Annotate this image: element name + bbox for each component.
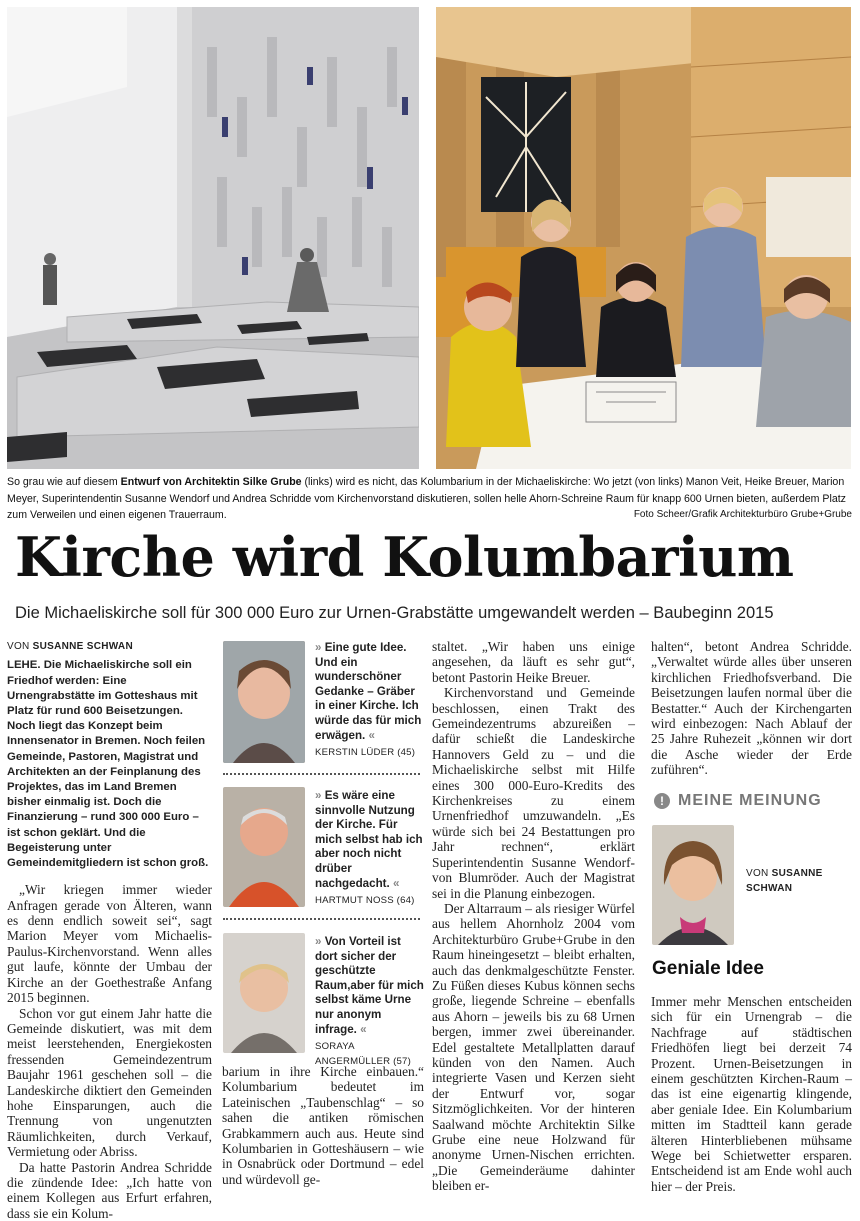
quote-2-name: HARTMUT NOSS (64) (315, 895, 415, 907)
caption-text-bold: Entwurf von Architektin Silke Grube (120, 476, 302, 488)
article-column-2 (222, 1064, 424, 1187)
caption-text-post: (links) wird es nicht, das Kolumbarium in der Michaeliskirche: Wo jetzt (von links) Manon Veit, Heike Breuer, Marion Meyer, Superintendentin Susanne Wendorf und Andrea Schridde vom Kirchenvorstand diskutieren, sollen helle Ahorn-Schreine Raum für knapp 600 Urnen bieten, außerdem Platz zum Verweilen und einen eigenen Trauerraum. (7, 476, 846, 521)
portrait-kerstin-lueder (223, 641, 305, 763)
article-column-4 (651, 639, 852, 778)
divider (223, 918, 420, 920)
quote-3: » Von Vorteil ist dort sicher der geschützte Raum,aber für mich selbst käme Urne nur anonym infrage. « SORAYA ANGERMÜLLER (57) (315, 935, 425, 1069)
meinung-byline: VON SUSANNE SCHWAN (746, 868, 823, 894)
headline: Kirche wird Kolumbarium (15, 525, 794, 589)
body-paragraph: staltet. „Wir haben uns einige angesehen, da läuft es sehr gut“, betont Pastorin Heike Breuer. (432, 639, 635, 685)
caption-text-pre: So grau wie auf diesem (7, 476, 121, 488)
portrait-soraya-angermueller (223, 933, 305, 1053)
quote-1-name: KERSTIN LÜDER (45) (315, 747, 416, 759)
architect-rendering-image (7, 7, 419, 469)
body-paragraph: halten“, betont Andrea Schridde. „Verwaltet würde alles über unseren kirchlichen Friedhofsverband. Die Beisetzungen laufen normal über die Bestatter.“ Auch der Kirchengarten wird einbezogen: Nach Ablauf der 25 Jahre Ruhezeit „können wir dort die Asche wieder der Erde zuführen“. (651, 639, 852, 778)
meinung-paragraph: Immer mehr Menschen entscheiden sich für ein Urnengrab – die Nachfrage auf städtischen Friedhöfen liegt bei derzeit 74 Prozent. Urnen-Beisetzungen in einem geschützten Kirchen-Raum – das ist eine eigenartig klingende, aber geniale Idee. Ein Kolumbarium mitten im Stadtteil kann gerade älteren Hinterbliebenen mühsame Wege bei Schietwetter ersparen. Entscheidend ist am Ende wohl auch hier – der Preis. (651, 994, 852, 1194)
body-paragraph: „Wir kriegen immer wieder Anfragen gerade von Älteren, wann es denn endlich soweit sei“, sagt Marion Meyer vom Michaelis-Paulus-Kirchenvorstand. Wenn alles gut laufe, könnte der Umbau der Kirche an der Goethestraße Anfang 2015 beginnen. (7, 882, 212, 1006)
church-meeting-photo (436, 7, 851, 469)
photo-credit: Foto Scheer/Grafik Architekturbüro Grube+Grube (633, 509, 852, 520)
body-paragraph: Der Altarraum – als riesiger Würfel aus hellem Ahornholz 2004 vom Architekturbüro Grube+Grube in den Raum hineingesetzt – bleibt erhalten, auch das denkmalgeschützte Fenster. Zu Füßen dieses Kubus können sechs große, liegende Schreine – ebenfalls aus Ahorn – jeweils bis zu 68 Urnen bergen, immer zwei übereinander. Edel gestaltete Metallplatten darauf künden von den Namen. Auch integrierte Vasen und Kerzen sieht der Entwurf vor, sogar Sitzmöglichkeiten. Vor der hinteren Saalwand möchte Architektin Silke Grube eine neue Holzwand für anonyme Urnen-Nischen errichten. „Die Gemeinderäume dahinter bleiben er- (432, 900, 635, 1194)
byline: VON SUSANNE SCHWAN (7, 641, 133, 652)
quote-1: » Eine gute Idee. Und ein wunderschöner Gedanke – Gräber in einer Kirche. Ich würde das für mich erwägen. « KERSTIN LÜDER (45) (315, 641, 425, 761)
portrait-susanne-schwan (652, 825, 734, 945)
portrait-hartmut-noss (223, 787, 305, 907)
meinung-column (651, 994, 852, 1194)
quote-3-name: SORAYA ANGERMÜLLER (57) (315, 1041, 411, 1067)
article-column-1 (7, 639, 212, 1221)
lead-paragraph: LEHE. Die Michaeliskirche soll ein Friedhof werden: Eine Urnengrabstätte im Gotteshaus mit Platz für rund 600 Beisetzungen. Noch liegt das Konzept beim Innensenator in Bremen. Noch feilen Gemeinde, Pastoren, Magistrat und Architekten an der Feinplanung des Projektes, das im Land Bremen bisher einmalig ist. Doch die Finanzierung – rund 300 000 Euro – ist schon geklärt. Und die Begeisterung unter Gemeindemitgliedern ist schon groß. (7, 659, 209, 870)
meinung-label: MEINE MEINUNG (678, 792, 822, 810)
exclamation-circle-icon: ! (654, 793, 670, 809)
body-paragraph: Da hatte Pastorin Andrea Schridde die zündende Idee: „Ich hatte von einem Kollegen aus Erfurt erfahren, dass sie ein Kolum- (7, 1159, 212, 1221)
divider (223, 773, 420, 775)
meinung-title: Geniale Idee (652, 958, 764, 979)
body-paragraph: Schon vor gut einem Jahr hatte die Gemeinde diskutiert, was mit dem meist leerstehenden, Energiekosten fressenden Gemeindezentrum Baujahr 1961 geschehen soll – die Landeskirche diktiert den Gemeinden hohe Einsparungen, auch die Trennung von ungenutzten Räumlichkeiten, durch Verkauf, Vermietung oder Abriss. (7, 1005, 212, 1160)
photo-caption (7, 474, 852, 524)
body-paragraph: barium in ihre Kirche einbauen.“ Kolumbarium bedeutet im Lateinischen „Taubenschlag“ – so sahen die antiken römischen Grabkammern auch aus. Heute sind Kolumbarien in Gotteshäusern – wie in Osnabrück oder Dortmund – edel und würdevoll ge- (222, 1064, 424, 1187)
meinung-header (654, 792, 854, 814)
subheadline: Die Michaeliskirche soll für 300 000 Euro zur Urnen-Grabstätte umgewandelt werden – Baubeginn 2015 (15, 604, 774, 622)
body-paragraph: Kirchenvorstand und Gemeinde beschlossen, einen Trakt des Gemeindezentrums abzureißen – dafür schießt die Landeskirche Hannovers Geld zu – und die Michaeliskirche selbst mit Hilfe eines 300 000-Euro-Kredits des Kirchenkreises zu einem Urnenfriedhof umzuwandeln. „Es würde sich bei 24 Bestattungen pro Jahr rechnen“, erklärt Superintendentin Susanne Wendorf-von Blumröder. Auch der Magistrat sei in die Planung einbezogen. (432, 685, 635, 901)
quote-2: » Es wäre eine sinnvolle Nutzung der Kirche. Für mich selbst hab ich aber noch nicht drüber nachgedacht. « HARTMUT NOSS (64) (315, 789, 425, 909)
article-column-3 (432, 639, 635, 1194)
